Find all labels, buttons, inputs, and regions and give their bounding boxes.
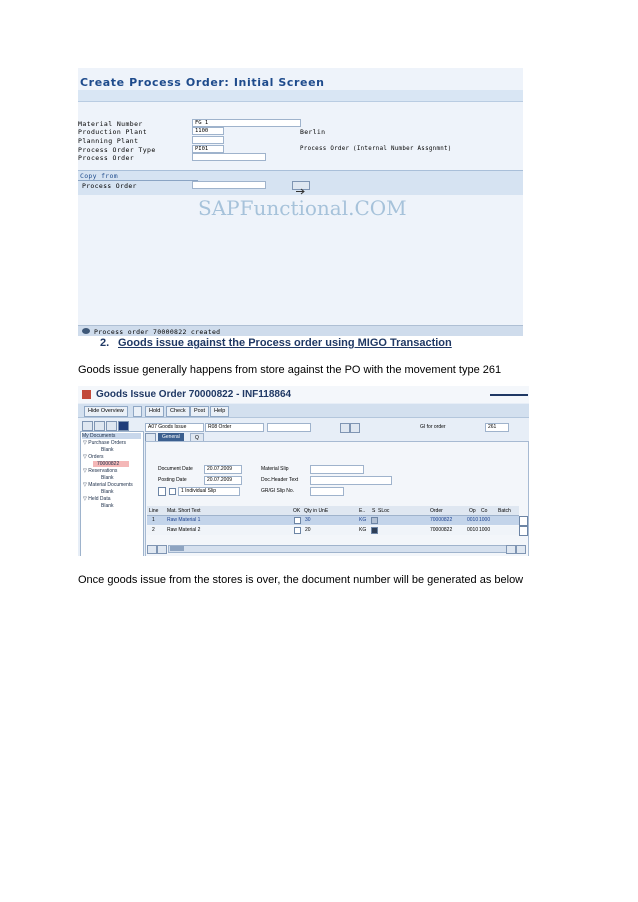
row-qty[interactable]: 30 xyxy=(305,517,311,523)
hide-overview-button[interactable]: Hide Overview xyxy=(84,406,128,417)
tree-item-material-documents[interactable]: ▽ Material Documents xyxy=(83,482,133,488)
doc-header-text-field[interactable] xyxy=(310,476,392,485)
copy-from-label: Copy from xyxy=(80,172,118,180)
table-row[interactable] xyxy=(147,526,519,535)
application-toolbar xyxy=(78,404,529,418)
paragraph-goods-issue: Goods issue generally happens from store against the PO with the movement type 261 xyxy=(78,364,502,376)
title-bar xyxy=(78,386,529,403)
col-qty[interactable]: Qty in UnE xyxy=(304,508,329,514)
create-process-order-screenshot xyxy=(78,68,523,336)
row-line: 2 xyxy=(152,527,155,533)
horizontal-scrollbar[interactable] xyxy=(168,545,513,553)
row-material: Raw Material 2 xyxy=(167,527,201,533)
process-order-type-description: Process Order (Internal Number Assgnmnt) xyxy=(300,146,452,152)
document-date-label: Document Date xyxy=(158,466,193,472)
row-op: 0010 xyxy=(467,527,479,533)
slip-select[interactable]: 1 Individual Slip xyxy=(178,487,240,496)
row-unit: KG xyxy=(359,517,367,523)
col-line[interactable]: Line xyxy=(149,508,159,514)
status-bar xyxy=(78,325,523,336)
scroll-right-icon[interactable] xyxy=(516,545,526,554)
copy-from-section xyxy=(78,170,523,195)
scrollbar-thumb[interactable] xyxy=(170,546,184,551)
row-co: 1000 xyxy=(479,527,491,533)
scroll-left-icon[interactable] xyxy=(157,545,167,554)
planning-plant-field[interactable] xyxy=(192,136,224,144)
heading-link[interactable]: Goods issue against the Process order using MIGO Transaction xyxy=(118,337,452,349)
col-ok[interactable]: OK xyxy=(293,508,301,514)
field-label-planning-plant: Planning Plant xyxy=(78,137,139,145)
material-slip-field[interactable] xyxy=(310,465,364,474)
hold-button[interactable]: Hold xyxy=(145,406,164,417)
tree-item-reservations[interactable]: ▽ Reservations xyxy=(83,468,118,474)
doc-header-text-label: Doc.Header Text xyxy=(261,477,299,483)
posting-date-field[interactable]: 20.07.2009 xyxy=(204,476,242,485)
field-label-process-order-type: Process Order Type xyxy=(78,146,156,154)
table-header xyxy=(147,506,519,516)
action-select[interactable]: A07 Goods Issue xyxy=(145,423,204,432)
tree-toolbar xyxy=(82,421,142,429)
expand-icon: ▽ xyxy=(83,440,87,446)
tree-item-blank[interactable]: Blank xyxy=(101,475,114,481)
goods-issue-screenshot xyxy=(78,386,529,556)
table-row[interactable] xyxy=(147,516,519,525)
post-button[interactable]: Post xyxy=(190,406,209,417)
process-order-field[interactable] xyxy=(192,153,266,161)
scroll-right-icon[interactable] xyxy=(506,545,516,554)
row-qty[interactable]: 20 xyxy=(305,527,311,533)
success-icon xyxy=(82,328,90,334)
tree-item-order-70000822[interactable]: 70000822 xyxy=(93,461,129,467)
row-unit: KG xyxy=(359,527,367,533)
expand-icon: ▽ xyxy=(83,496,87,502)
refresh-icon[interactable] xyxy=(350,423,360,433)
screen-title: Create Process Order: Initial Screen xyxy=(80,76,325,89)
order-number-input[interactable] xyxy=(267,423,311,432)
copy-process-order-field[interactable] xyxy=(192,181,266,189)
production-plant-description: Berlin xyxy=(300,128,326,136)
col-sloc[interactable]: SLoc xyxy=(378,508,390,514)
tab-general[interactable]: General xyxy=(158,433,184,441)
col-co[interactable]: Co xyxy=(481,508,488,514)
field-label-production-plant: Production Plant xyxy=(78,128,148,136)
row-stock-select[interactable] xyxy=(371,527,378,534)
production-plant-field[interactable]: 1100 xyxy=(192,127,224,135)
tree-search-icon[interactable] xyxy=(94,421,105,431)
posting-date-label: Posting Date xyxy=(158,477,187,483)
tree-item-purchase-orders[interactable]: ▽ Purchase Orders xyxy=(83,440,127,446)
copy-execute-button[interactable] xyxy=(292,181,310,190)
tree-item-held-data[interactable]: ▽ Held Data xyxy=(83,496,111,502)
check-button[interactable]: Check xyxy=(166,406,190,417)
copy-process-order-label: Process Order xyxy=(82,182,137,190)
material-slip-label: Material Slip xyxy=(261,466,289,472)
row-ok-checkbox[interactable] xyxy=(294,527,301,534)
row-op: 0010 xyxy=(467,517,479,523)
scroll-left-icon[interactable] xyxy=(147,545,157,554)
document-tree xyxy=(80,431,144,556)
title-decoration xyxy=(490,394,528,396)
tree-item-blank[interactable]: Blank xyxy=(101,489,114,495)
tree-root[interactable]: My Documents xyxy=(82,433,141,439)
col-mat-short-text[interactable]: Mat. Short Text xyxy=(167,508,201,514)
row-detail-icon[interactable] xyxy=(519,526,528,536)
tree-item-blank[interactable]: Blank xyxy=(101,447,114,453)
field-label-material-number: Material Number xyxy=(78,120,143,128)
process-order-type-field[interactable]: PI01 xyxy=(192,145,224,153)
tree-settings-icon[interactable] xyxy=(118,421,129,431)
field-label-process-order: Process Order xyxy=(78,154,135,162)
gi-for-order-label: GI for order xyxy=(420,424,446,430)
col-e[interactable]: E.. xyxy=(359,508,366,514)
expand-icon: ▽ xyxy=(83,468,87,474)
window-title: Goods Issue Order 70000822 - INF118864 xyxy=(96,389,292,400)
col-op[interactable]: Op xyxy=(469,508,476,514)
tab-q[interactable]: Q xyxy=(190,433,204,443)
row-ok-checkbox[interactable] xyxy=(294,517,301,524)
tree-item-blank[interactable]: Blank xyxy=(101,503,114,509)
col-s[interactable]: S xyxy=(372,508,376,514)
expand-icon: ▽ xyxy=(83,482,87,488)
tree-item-orders[interactable]: ▽ Orders xyxy=(83,454,104,460)
row-order: 70000822 xyxy=(430,527,453,533)
document-icon xyxy=(158,487,166,496)
header-panel xyxy=(145,441,529,556)
row-stock-select[interactable] xyxy=(371,517,378,524)
watermark: SAPFunctional.COM xyxy=(198,196,407,220)
search-icon[interactable] xyxy=(340,423,350,433)
col-batch[interactable]: Batch xyxy=(498,508,511,514)
arrow-icon xyxy=(293,188,309,195)
tree-expand-icon[interactable] xyxy=(82,421,93,431)
tree-delete-icon[interactable] xyxy=(106,421,117,431)
toolbar xyxy=(78,90,523,102)
reference-select[interactable]: R08 Order xyxy=(205,423,264,432)
expand-icon: ▽ xyxy=(83,454,87,460)
document-date-field[interactable]: 20.07.2009 xyxy=(204,465,242,474)
movement-type-field[interactable]: 261 xyxy=(485,423,509,432)
status-message: Process order 70000822 created xyxy=(94,328,221,336)
sap-window-icon xyxy=(82,390,91,399)
help-button[interactable]: Help xyxy=(210,406,229,417)
grgi-slip-label: GR/GI Slip No. xyxy=(261,488,295,494)
row-order: 70000822 xyxy=(430,517,453,523)
grgi-slip-field[interactable] xyxy=(310,487,344,496)
slip-checkbox[interactable] xyxy=(169,488,176,495)
heading-number: 2. xyxy=(100,337,110,349)
row-line: 1 xyxy=(152,517,155,523)
row-detail-icon[interactable] xyxy=(519,516,528,526)
document-icon[interactable] xyxy=(133,406,142,417)
row-co: 1000 xyxy=(479,517,491,523)
material-number-field[interactable]: FG 1 xyxy=(192,119,301,127)
row-material: Raw Material 1 xyxy=(167,517,201,523)
paragraph-document-number: Once goods issue from the stores is over, the document number will be generated as below xyxy=(78,574,524,586)
copy-from-underline xyxy=(78,180,198,181)
col-order[interactable]: Order xyxy=(430,508,443,514)
